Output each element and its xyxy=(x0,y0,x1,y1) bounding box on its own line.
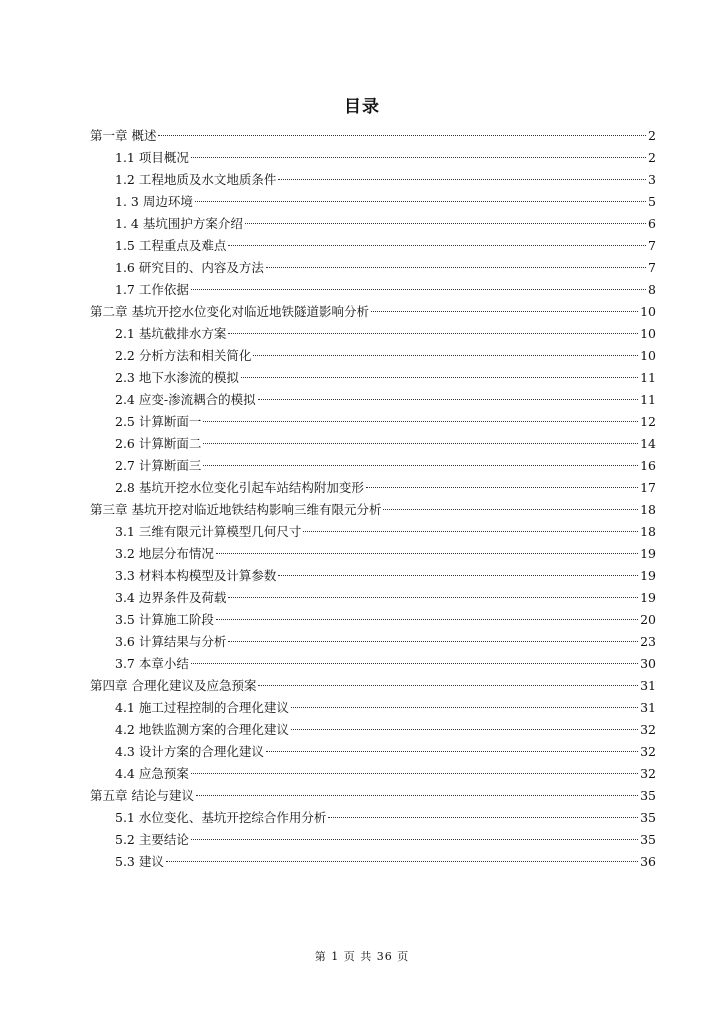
dot-leader xyxy=(278,179,646,180)
toc-entry-title: 3.6 计算结果与分析 xyxy=(115,634,227,649)
toc-section-entry[interactable] xyxy=(90,631,656,653)
dot-leader xyxy=(303,531,638,532)
dot-leader xyxy=(258,399,639,400)
toc-section-entry[interactable] xyxy=(90,235,656,257)
toc-entry-page-number: 2 xyxy=(648,150,656,165)
toc-chapter-entry[interactable] xyxy=(90,675,656,697)
dot-leader xyxy=(328,817,638,818)
toc-entry-title: 1.2 工程地质及水文地质条件 xyxy=(115,172,277,187)
table-of-contents xyxy=(90,125,656,873)
toc-section-entry[interactable] xyxy=(90,455,656,477)
toc-section-entry[interactable] xyxy=(90,697,656,719)
toc-entry-page-number: 2 xyxy=(648,128,656,143)
toc-section-entry[interactable] xyxy=(90,829,656,851)
toc-entry-page-number: 36 xyxy=(640,854,656,869)
toc-entry-page-number: 19 xyxy=(640,546,656,561)
toc-entry-title: 4.2 地铁监测方案的合理化建议 xyxy=(115,722,289,737)
toc-section-entry[interactable] xyxy=(90,851,656,873)
toc-section-entry[interactable] xyxy=(90,345,656,367)
toc-entry-title: 4.1 施工过程控制的合理化建议 xyxy=(115,700,289,715)
toc-section-entry[interactable] xyxy=(90,587,656,609)
toc-entry-page-number: 32 xyxy=(640,766,656,781)
toc-entry-title: 2.1 基坑截排水方案 xyxy=(115,326,227,341)
toc-entry-title: 1.5 工程重点及难点 xyxy=(115,238,227,253)
toc-entry-page-number: 31 xyxy=(640,700,656,715)
toc-entry-page-number: 35 xyxy=(640,810,656,825)
toc-entry-page-number: 35 xyxy=(640,788,656,803)
dot-leader xyxy=(191,663,638,664)
toc-entry-page-number: 18 xyxy=(640,502,656,517)
dot-leader xyxy=(228,333,638,334)
toc-entry-title: 第三章 基坑开挖对临近地铁结构影响三维有限元分析 xyxy=(90,502,382,517)
toc-section-entry[interactable] xyxy=(90,653,656,675)
toc-section-entry[interactable] xyxy=(90,609,656,631)
dot-leader xyxy=(203,443,638,444)
toc-entry-page-number: 20 xyxy=(640,612,656,627)
toc-entry-page-number: 7 xyxy=(648,260,656,275)
toc-entry-page-number: 31 xyxy=(640,678,656,693)
toc-entry-page-number: 32 xyxy=(640,744,656,759)
toc-section-entry[interactable] xyxy=(90,147,656,169)
dot-leader xyxy=(383,509,638,510)
toc-section-entry[interactable] xyxy=(90,257,656,279)
toc-entry-title: 2.5 计算断面一 xyxy=(115,414,202,429)
dot-leader xyxy=(166,861,638,862)
dot-leader xyxy=(191,289,646,290)
toc-entry-title: 2.3 地下水渗流的模拟 xyxy=(115,370,239,385)
toc-section-entry[interactable] xyxy=(90,741,656,763)
toc-section-entry[interactable] xyxy=(90,433,656,455)
toc-entry-title: 第五章 结论与建议 xyxy=(90,788,194,803)
toc-section-entry[interactable] xyxy=(90,565,656,587)
dot-leader xyxy=(241,377,638,378)
toc-entry-title: 第一章 概述 xyxy=(90,128,157,143)
dot-leader xyxy=(216,553,638,554)
toc-entry-title: 1.1 项目概况 xyxy=(115,150,189,165)
dot-leader xyxy=(291,707,638,708)
toc-entry-title: 5.3 建议 xyxy=(115,854,164,869)
toc-entry-page-number: 8 xyxy=(648,282,656,297)
toc-entry-page-number: 30 xyxy=(640,656,656,671)
dot-leader xyxy=(216,619,638,620)
toc-section-entry[interactable] xyxy=(90,807,656,829)
toc-entry-title: 5.1 水位变化、基坑开挖综合作用分析 xyxy=(115,810,327,825)
toc-entry-title: 2.6 计算断面二 xyxy=(115,436,202,451)
toc-entry-page-number: 10 xyxy=(640,348,656,363)
toc-title: 目录 xyxy=(344,97,380,117)
toc-entry-title: 第二章 基坑开挖水位变化对临近地铁隧道影响分析 xyxy=(90,304,369,319)
toc-chapter-entry[interactable] xyxy=(90,785,656,807)
toc-entry-page-number: 7 xyxy=(648,238,656,253)
toc-entry-page-number: 12 xyxy=(640,414,656,429)
toc-entry-page-number: 11 xyxy=(640,392,656,407)
toc-section-entry[interactable] xyxy=(90,719,656,741)
dot-leader xyxy=(228,641,638,642)
toc-section-entry[interactable] xyxy=(90,411,656,433)
dot-leader xyxy=(191,773,638,774)
toc-chapter-entry[interactable] xyxy=(90,499,656,521)
toc-entry-title: 3.1 三维有限元计算模型几何尺寸 xyxy=(115,524,302,539)
toc-entry-title: 3.4 边界条件及荷载 xyxy=(115,590,227,605)
toc-entry-page-number: 16 xyxy=(640,458,656,473)
toc-section-entry[interactable] xyxy=(90,543,656,565)
toc-section-entry[interactable] xyxy=(90,191,656,213)
toc-entry-page-number: 18 xyxy=(640,524,656,539)
dot-leader xyxy=(266,267,646,268)
toc-entry-title: 4.3 设计方案的合理化建议 xyxy=(115,744,264,759)
toc-entry-page-number: 10 xyxy=(640,326,656,341)
toc-entry-title: 5.2 主要结论 xyxy=(115,832,189,847)
toc-entry-title: 第四章 合理化建议及应急预案 xyxy=(90,678,257,693)
toc-entry-title: 3.3 材料本构模型及计算参数 xyxy=(115,568,277,583)
toc-section-entry[interactable] xyxy=(90,389,656,411)
toc-section-entry[interactable] xyxy=(90,477,656,499)
dot-leader xyxy=(228,597,638,598)
toc-entry-page-number: 32 xyxy=(640,722,656,737)
toc-entry-page-number: 14 xyxy=(640,436,656,451)
dot-leader xyxy=(158,135,646,136)
dot-leader xyxy=(245,223,646,224)
dot-leader xyxy=(266,751,638,752)
toc-entry-page-number: 10 xyxy=(640,304,656,319)
toc-entry-title: 1. 3 周边环境 xyxy=(115,194,193,209)
toc-entry-page-number: 19 xyxy=(640,568,656,583)
toc-section-entry[interactable] xyxy=(90,169,656,191)
toc-section-entry[interactable] xyxy=(90,213,656,235)
toc-entry-title: 1.6 研究目的、内容及方法 xyxy=(115,260,264,275)
page-footer: 第 1 页 共 36 页 xyxy=(314,950,410,963)
toc-entry-page-number: 5 xyxy=(648,194,656,209)
dot-leader xyxy=(203,421,638,422)
toc-entry-title: 2.7 计算断面三 xyxy=(115,458,202,473)
toc-entry-title: 2.2 分析方法和相关简化 xyxy=(115,348,252,363)
toc-section-entry[interactable] xyxy=(90,763,656,785)
toc-entry-page-number: 3 xyxy=(648,172,656,187)
dot-leader xyxy=(191,157,646,158)
dot-leader xyxy=(253,355,638,356)
toc-entry-page-number: 6 xyxy=(648,216,656,231)
toc-chapter-entry[interactable] xyxy=(90,301,656,323)
toc-entry-page-number: 23 xyxy=(640,634,656,649)
dot-leader xyxy=(258,685,638,686)
toc-entry-title: 1.7 工作依据 xyxy=(115,282,189,297)
toc-entry-page-number: 17 xyxy=(640,480,656,495)
dot-leader xyxy=(191,839,638,840)
toc-section-entry[interactable] xyxy=(90,521,656,543)
toc-entry-page-number: 19 xyxy=(640,590,656,605)
toc-entry-title: 1. 4 基坑围护方案介绍 xyxy=(115,216,243,231)
dot-leader xyxy=(196,795,638,796)
dot-leader xyxy=(195,201,646,202)
toc-entry-title: 2.8 基坑开挖水位变化引起车站结构附加变形 xyxy=(115,480,364,495)
toc-entry-page-number: 11 xyxy=(640,370,656,385)
dot-leader xyxy=(228,245,646,246)
toc-entry-title: 2.4 应变-渗流耦合的模拟 xyxy=(115,392,256,407)
dot-leader xyxy=(366,487,638,488)
dot-leader xyxy=(291,729,638,730)
toc-entry-page-number: 35 xyxy=(640,832,656,847)
dot-leader xyxy=(278,575,638,576)
toc-entry-title: 3.7 本章小结 xyxy=(115,656,189,671)
toc-section-entry[interactable] xyxy=(90,367,656,389)
toc-entry-title: 3.2 地层分布情况 xyxy=(115,546,214,561)
toc-section-entry[interactable] xyxy=(90,279,656,301)
toc-entry-title: 4.4 应急预案 xyxy=(115,766,189,781)
dot-leader xyxy=(371,311,638,312)
toc-section-entry[interactable] xyxy=(90,323,656,345)
toc-chapter-entry[interactable] xyxy=(90,125,656,147)
dot-leader xyxy=(203,465,638,466)
toc-entry-title: 3.5 计算施工阶段 xyxy=(115,612,214,627)
